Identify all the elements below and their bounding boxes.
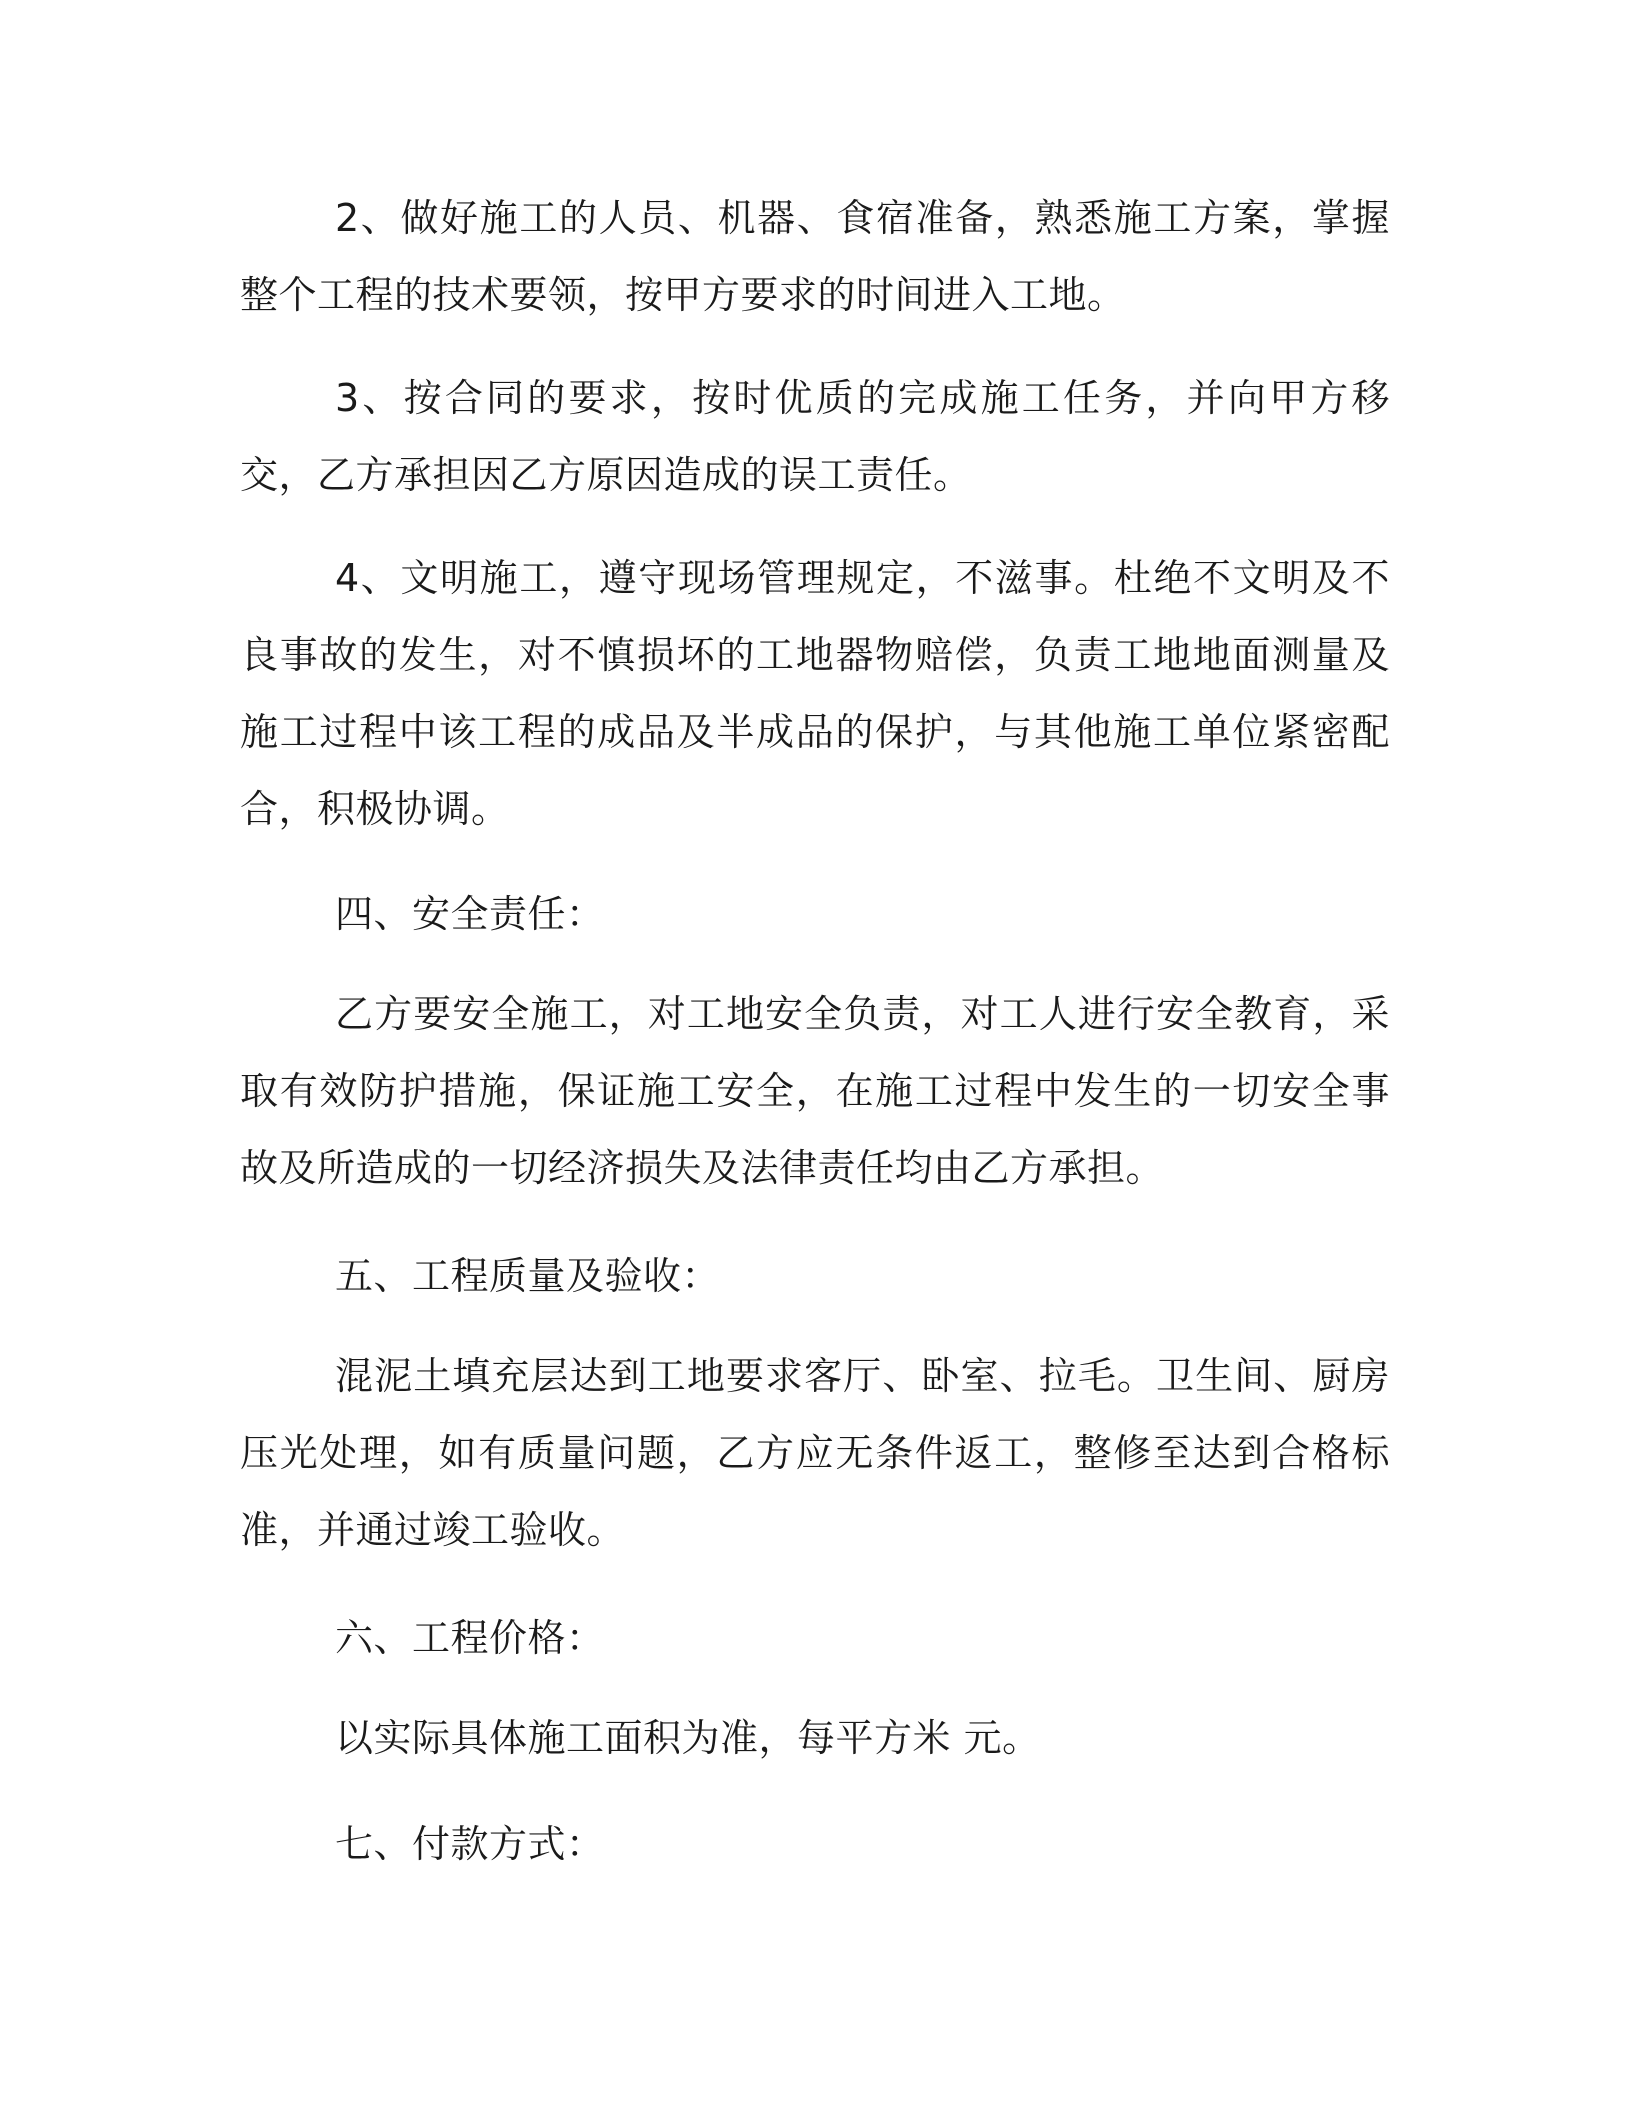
- paragraph-safety: 乙方要安全施工，对工地安全负责，对工人进行安全教育，采取有效防护措施，保证施工安全，在施工过程中发生的一切安全事故及所造成的一切经济损失及法律责任均由乙方承担。: [240, 992, 1390, 1190]
- paragraph-quality: 混泥土填充层达到工地要求客厅、卧室、拉毛。卫生间、厨房压光处理，如有质量问题，乙方应无条件返工，整修至达到合格标准，并通过竣工验收。: [240, 1354, 1390, 1552]
- heading-project-price: 六、工程价格：: [335, 1616, 605, 1660]
- paragraph-clause-3: 3、按合同的要求，按时优质的完成施工任务，并向甲方移交，乙方承担因乙方原因造成的误工责任。: [240, 376, 1390, 497]
- heading-safety-responsibility: 四、安全责任：: [335, 892, 605, 936]
- paragraph-clause-2: 2、做好施工的人员、机器、食宿准备，熟悉施工方案，掌握整个工程的技术要领，按甲方要求的时间进入工地。: [240, 196, 1390, 317]
- paragraph-clause-4: 4、文明施工，遵守现场管理规定，不滋事。杜绝不文明及不良事故的发生，对不慎损坏的工地器物赔偿，负责工地地面测量及施工过程中该工程的成品及半成品的保护，与其他施工单位紧密配合，积极协调。: [240, 556, 1390, 831]
- heading-quality-acceptance: 五、工程质量及验收：: [335, 1254, 721, 1298]
- heading-payment-method: 七、付款方式：: [335, 1822, 605, 1866]
- paragraph-price: 以实际具体施工面积为准，每平方米 元。: [335, 1716, 1041, 1760]
